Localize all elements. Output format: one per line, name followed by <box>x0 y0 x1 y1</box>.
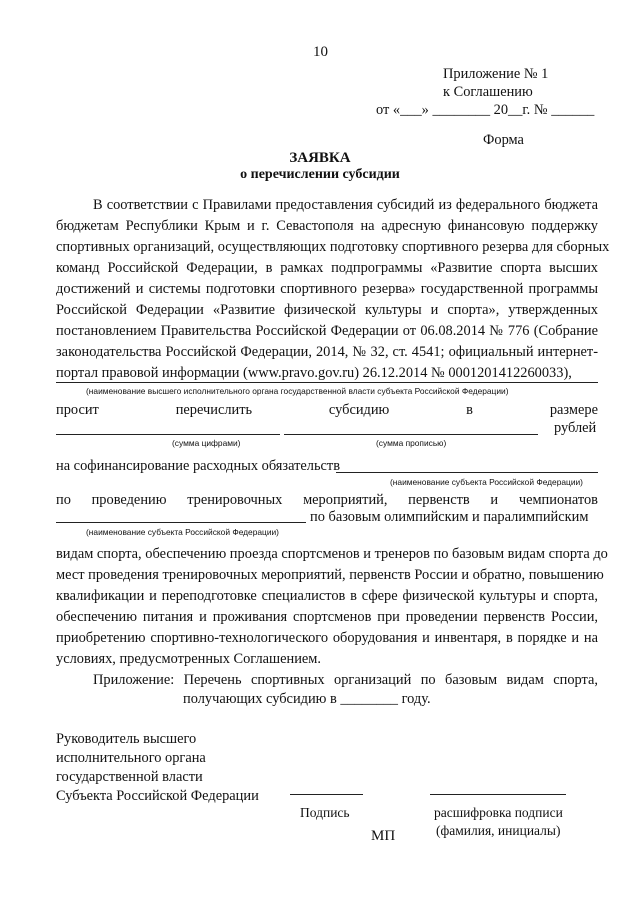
events-word: мероприятий, <box>303 492 388 508</box>
subject-name-caption-1: (наименование субъекта Российской Федерации) <box>390 477 583 487</box>
requests-word: просит <box>56 402 99 418</box>
sum-digits-caption: (сумма цифрами) <box>172 438 241 448</box>
subject-name-caption-2: (наименование субъекта Российской Федерации) <box>86 527 279 537</box>
intro-line: Российской Федерации «Развитие физической культуры и спорта», утвержденных <box>56 302 598 318</box>
attachment-year-line: получающих субсидию в ________ году. <box>183 691 431 707</box>
intro-line: бюджетам Республики Крым и г. Севастополя на адресную финансовую поддержку <box>56 218 598 234</box>
attachment-line: Приложение: Перечень спортивных организаций по базовым видам спорта, <box>93 672 598 688</box>
events-word: и <box>490 492 499 508</box>
signature-label: Подпись <box>300 805 350 820</box>
requests-word: субсидию <box>328 402 390 418</box>
events-row <box>56 492 598 509</box>
sum-words-caption: (сумма прописью) <box>376 438 447 448</box>
intro-line: В соответствии с Правилами предоставления субсидий из федерального бюджета <box>93 197 598 213</box>
appendix-label: Приложение № 1 <box>443 66 549 82</box>
intro-line: законодательства Российской Федерации, 2014, № 32, ст. 4541; официальный интернет- <box>56 344 598 360</box>
document-title: ЗАЯВКА <box>289 150 351 166</box>
intro-line: достижений и системы подготовки спортивного резерва» государственной программы <box>56 281 598 297</box>
cofinancing-label: на софинансирование расходных обязательств <box>56 458 341 474</box>
signatory-line: исполнительного органа <box>56 750 206 766</box>
requests-row <box>56 402 598 419</box>
olympic-label: по базовым олимпийским и паралимпийским <box>310 509 589 525</box>
signatory-line: Субъекта Российской Федерации <box>56 788 259 804</box>
events-word: тренировочных <box>187 492 283 508</box>
events-word: по <box>56 492 71 508</box>
decode-sublabel: (фамилия, инициалы) <box>436 823 561 838</box>
subject-name-field-2[interactable] <box>56 522 306 523</box>
requests-word: размере <box>549 402 598 418</box>
authority-name-field[interactable] <box>56 382 598 383</box>
signature-field[interactable] <box>290 794 363 795</box>
decode-label: расшифровка подписи <box>434 805 563 820</box>
form-label: Форма <box>483 132 524 148</box>
events-word: чемпионатов <box>518 492 598 508</box>
body-line: приобретению спортивно-технологического оборудования и инвентаря, в порядке и на <box>56 630 598 646</box>
authority-name-caption: (наименование высшего исполнительного органа государственной власти субъекта Российской Федерации) <box>86 386 509 396</box>
name-decode-field[interactable] <box>430 794 566 795</box>
intro-line: спортивных организаций, осуществляющих подготовку спортивного резерва для сборных <box>56 239 610 255</box>
agreement-date-number: от «___» ________ 20__г. № ______ <box>376 102 595 118</box>
body-line: обеспечению питания и проживания спортсменов при проведении первенств России, <box>56 609 598 625</box>
signatory-line: Руководитель высшего <box>56 731 197 747</box>
intro-line: портал правовой информации (www.pravo.gov.ru) 26.12.2014 № 0001201412260033), <box>56 365 572 381</box>
sum-words-field[interactable] <box>284 434 538 435</box>
body-line: квалификации и переподготовке специалистов в сфере физической культуры и спорта, <box>56 588 598 604</box>
rubles-label: рублей <box>554 420 597 436</box>
body-line: видам спорта, обеспечению проезда спортсменов и тренеров по базовым видам спорта до <box>56 546 608 562</box>
body-line: мест проведения тренировочных мероприятий, первенств России и обратно, повышению <box>56 567 604 583</box>
stamp-label: МП <box>371 828 396 844</box>
requests-word: в <box>466 402 473 418</box>
events-word: первенств <box>408 492 470 508</box>
intro-line: постановлением Правительства Российской Федерации от 06.08.2014 № 776 (Собрание <box>56 323 598 339</box>
document-subtitle: о перечислении субсидии <box>240 167 400 182</box>
events-word: проведению <box>91 492 167 508</box>
requests-word: перечислить <box>175 402 253 418</box>
page-number: 10 <box>313 44 328 60</box>
intro-line: команд Российской Федерации, в рамках подпрограммы «Развитие спорта высших <box>56 260 598 276</box>
body-line: условиях, предусмотренных Соглашением. <box>56 651 321 667</box>
sum-digits-field[interactable] <box>56 434 280 435</box>
subject-name-field-1[interactable] <box>336 472 598 473</box>
agreement-label: к Соглашению <box>443 84 533 100</box>
signatory-line: государственной власти <box>56 769 203 785</box>
